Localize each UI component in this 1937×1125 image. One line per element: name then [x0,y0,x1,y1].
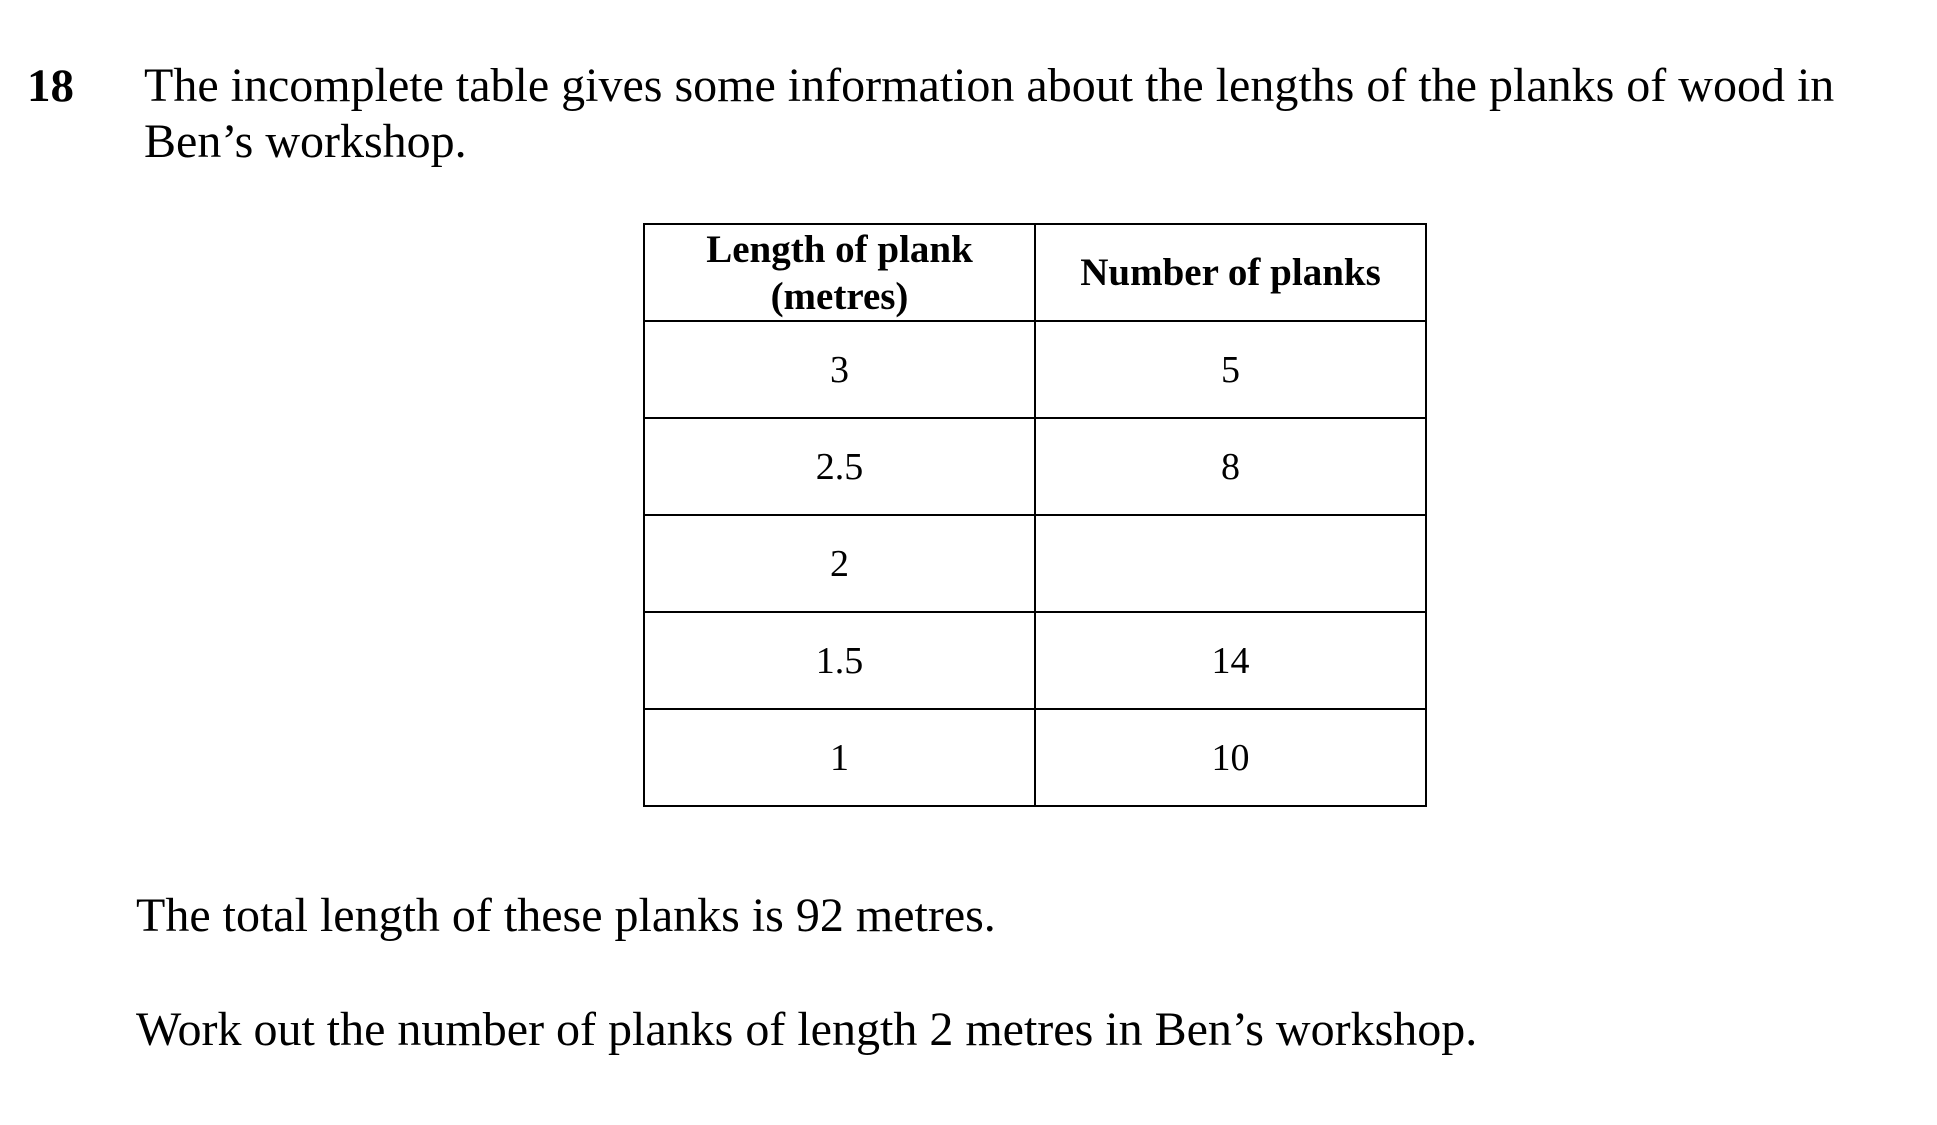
number-cell: 5 [1035,321,1426,418]
plank-table [643,223,1427,807]
table-header-row [644,224,1426,321]
question-intro-line-1: The incomplete table gives some information about the lengths of the planks of wood in [144,59,1835,112]
number-cell: 14 [1035,612,1426,709]
number-cell: 8 [1035,418,1426,515]
table-row [644,321,1426,418]
length-cell: 3 [644,321,1035,418]
header-length-line-2: (metres) [770,274,909,318]
length-cell: 2.5 [644,418,1035,515]
header-length-line-1: Length of plank [706,227,973,271]
table-row [644,612,1426,709]
table-row [644,709,1426,806]
table-row [644,515,1426,612]
number-cell: 10 [1035,709,1426,806]
number-cell-blank [1035,515,1426,612]
question-intro [144,58,1924,170]
question-number: 18 [27,60,74,112]
total-length-statement: The total length of these planks is 92 metres. [136,889,996,942]
length-cell: 1 [644,709,1035,806]
header-number-of-planks: Number of planks [1035,224,1426,321]
task-instruction: Work out the number of planks of length 2 metres in Ben’s workshop. [136,1003,1478,1056]
header-length-of-plank [644,224,1035,321]
length-cell: 2 [644,515,1035,612]
table-row [644,418,1426,515]
question-intro-line-2: Ben’s workshop. [144,115,467,168]
length-cell: 1.5 [644,612,1035,709]
